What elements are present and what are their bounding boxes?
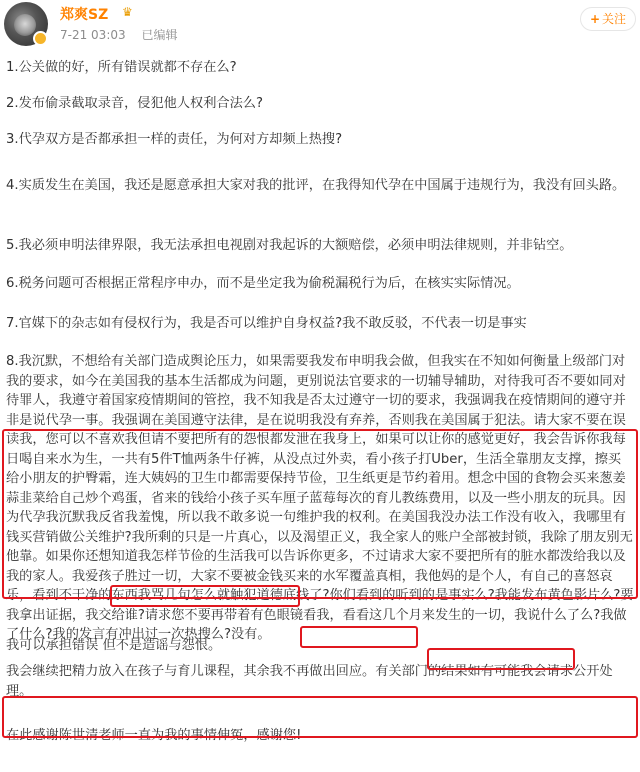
- follow-label: 关注: [602, 12, 627, 26]
- point-4: 4.实质发生在美国，我还是愿意承担大家对我的批评，在我得知代孕在中国属于违规行为，我没有回头路。: [6, 178, 626, 193]
- username[interactable]: 郑爽SZ: [60, 7, 109, 23]
- point-5: 5.我必须申明法律界限，我无法承担电视剧对我起诉的大额赔偿，必须申明法律规则，并非钻空。: [6, 238, 573, 253]
- verified-badge-icon: [33, 31, 48, 46]
- point-3: 3.代孕双方是否都承担一样的责任，为何对方却频上热搜?: [6, 132, 343, 147]
- timestamp[interactable]: 7-21 03:03: [60, 28, 126, 42]
- plus-icon: +: [589, 12, 601, 26]
- point-1: 1.公关做的好，所有错误就都不存在么?: [6, 60, 237, 75]
- edited-label: 已编辑: [141, 28, 178, 42]
- post-meta: [60, 26, 177, 43]
- post-header: [0, 0, 640, 48]
- follow-button[interactable]: [580, 7, 636, 31]
- point-6: 6.税务问题可否根据正常程序申办，而不是坐定我为偷税漏税行为后，在核实实际情况。: [6, 276, 520, 291]
- point-8: 8.我沉默，不想给有关部门造成舆论压力，如果需要我发布申明我会做，但我实在不知如何衡量上级部门对我的要求，如今在美国我的基本生活都成为问题，更别说法官要求的一切辅导辅助，对待我可否不要如同对待罪人，我遵守着国家疫情期间的管控，我不知我是否太过遵守一切的要求，我强调我在疫情期间的遵守并非是说代孕一事。我强调在美国遵守法律，是在说明我没有弃养，否则我在美国属于犯法。请大家不要在误读我，您可以不喜欢我但请不要把所有的怨恨都发泄在我身上，如果可以让你的感觉更好，我会告诉你我每日喝自来水为生，一共有5件T恤两条牛仔裤，从没点过外卖，看小孩子打Uber，生活全靠朋友支撑，擦买给小朋友的护臀霜，连大姨妈的卫生巾都需要保持节俭，卫生纸更是节约着用。想念中国的食物会买来葱姜蒜韭菜给自己炒个鸡蛋，省来的钱给小孩子买车厘子蓝莓每次的育儿教练费用，以及一些小朋友的玩具。因为代孕我沉默我反省我羞愧，所以我不敢多说一句维护我的权利。在美国我没办法工作没有收入，我哪里有钱买营销做公关维护?我所剩的只是一片真心，以及渴望正义，我全家人的账户全部被封锁，我除了朋友别无他靠。如果你还想知道我怎样节俭的生活我可以告诉你更多，不过请求大家不要把所有的脏水都泼给我以及我的家人。我爱孩子胜过一切，大家不要被金钱买来的水军覆盖真相，我他妈的是个人，有自己的喜怒哀乐，看到不干净的东西我骂几句怎么就触犯道德底线了?你们看到的听到的是事实么?我能发布黄色影片么?要我拿出证据，我交给谁?请求您不要再带着有色眼镜看我，看看这几个月来发生的一切，我说什么了么?我做了什么?我的发言有冲出过一次热搜么?没有。: [6, 354, 634, 642]
- point-2: 2.发布偷录截取录音，侵犯他人权利合法么?: [6, 96, 263, 111]
- closing-line-2: 我会继续把精力放入在孩子与育儿课程，其余我不再做出回应。有关部门的结果如有可能我会请求公开处理。: [6, 664, 613, 699]
- closing-line-3: 在此感谢陈世清老师一直为我的事情伸冤，感谢您!: [6, 728, 302, 743]
- crown-icon: ♛: [122, 5, 133, 19]
- point-7: 7.官媒下的杂志如有侵权行为，我是否可以维护自身权益?我不敢反驳，不代表一切是事实: [6, 316, 527, 331]
- closing-line-1: 我可以承担错误 但不是造谣与怨恨。: [6, 638, 222, 653]
